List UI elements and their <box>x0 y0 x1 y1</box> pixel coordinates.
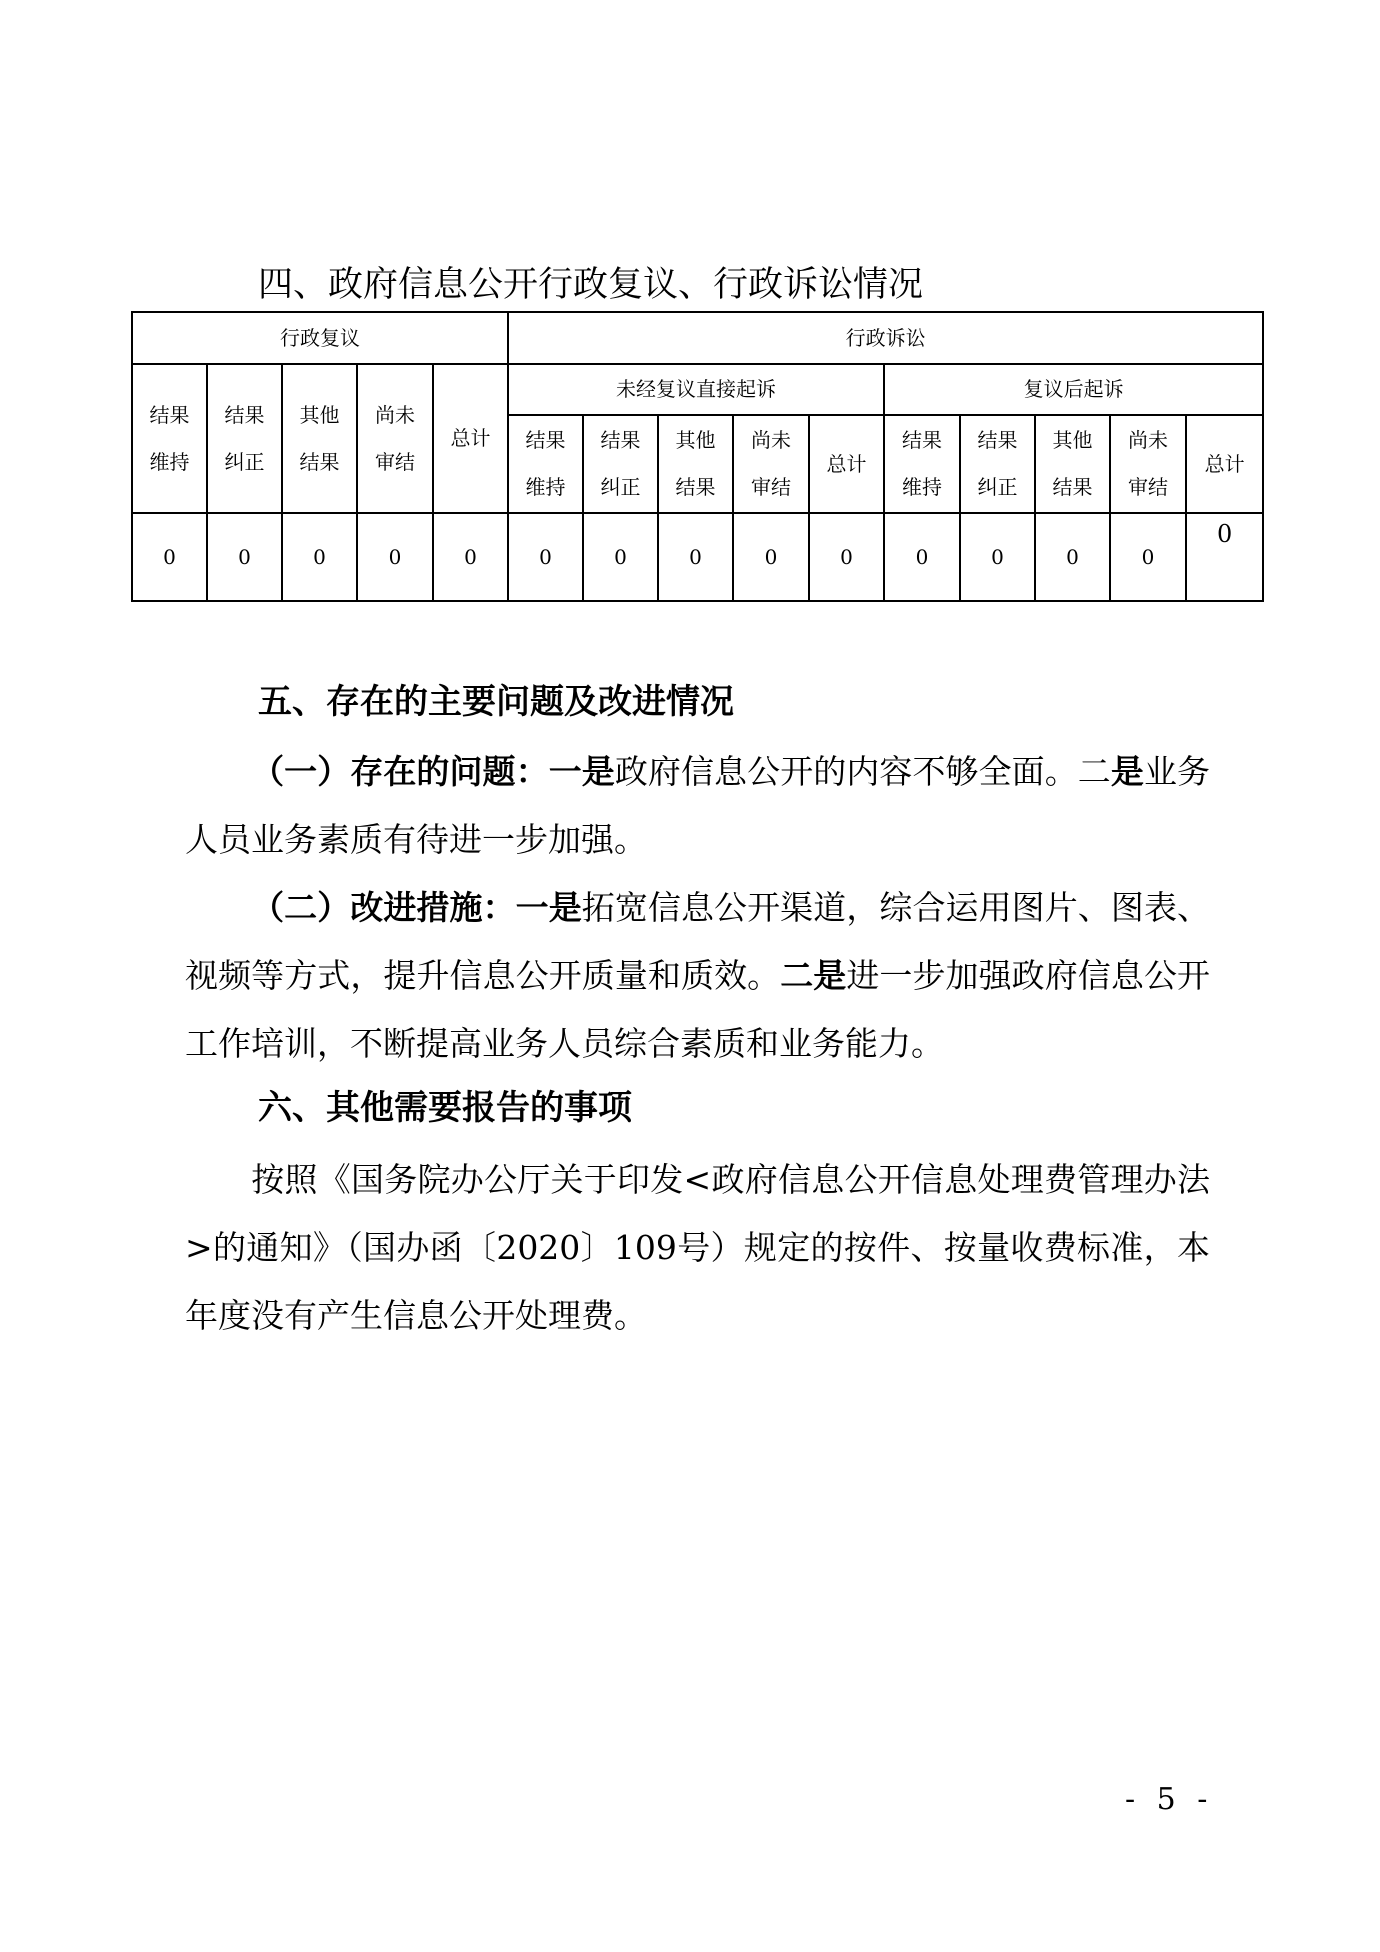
second-point-label: 二是 <box>780 956 847 995</box>
col-label: 结果维持 <box>149 402 190 474</box>
value-cell: 0 <box>809 513 884 601</box>
direct-col-other <box>658 415 733 513</box>
review-litigation-table <box>131 311 1264 602</box>
value-cell: 0 <box>960 513 1035 601</box>
direct-col-pending <box>733 415 809 513</box>
col-label: 尚未审结 <box>1128 428 1169 499</box>
improvements-text-1: 拓宽信息公开渠道，综合运用图片、图表、视频等方式，提升信息公开质量和质效。 <box>185 888 1211 995</box>
table-row <box>132 513 1263 601</box>
post-review-suit-header: 复议后起诉 <box>884 364 1263 415</box>
value-cell: 0 <box>132 513 207 601</box>
post-col-other <box>1035 415 1110 513</box>
page-number: - 5 - <box>1125 1782 1214 1817</box>
section-6-heading: 六、其他需要报告的事项 <box>258 1088 632 1128</box>
problems-text-2: 业务人员业务素质有待进一步加强。 <box>185 752 1211 859</box>
value-cell: 0 <box>658 513 733 601</box>
second-point-label: 是 <box>1110 752 1144 791</box>
problems-label: （一）存在的问题： <box>251 752 549 791</box>
value-cell: 0 <box>433 513 508 601</box>
value-cell: 0 <box>1110 513 1186 601</box>
review-col-total: 总计 <box>433 364 508 513</box>
problems-paragraph <box>185 738 1210 874</box>
review-col-other <box>282 364 357 513</box>
col-label: 尚未审结 <box>751 428 792 499</box>
post-col-pending <box>1110 415 1186 513</box>
value-cell: 0 <box>207 513 282 601</box>
value-cell: 0 <box>357 513 433 601</box>
value-cell: 0 <box>1035 513 1110 601</box>
other-matters-paragraph <box>185 1146 1210 1350</box>
col-label: 其他结果 <box>1052 428 1093 499</box>
col-label: 结果纠正 <box>977 428 1018 499</box>
litigation-header: 行政诉讼 <box>508 312 1263 364</box>
improvements-label: （二）改进措施： <box>251 888 516 927</box>
section-5-heading: 五、存在的主要问题及改进情况 <box>258 682 734 722</box>
direct-col-maintain <box>508 415 583 513</box>
first-point-label: 一是 <box>548 752 615 791</box>
other-matters-text: 按照《国务院办公厅关于印发<政府信息公开信息处理费管理办法>的通知》（国办函〔2020〕109号）规定的按件、按量收费标准，本年度没有产生信息公开处理费。 <box>185 1160 1210 1335</box>
col-label: 结果维持 <box>902 428 943 499</box>
post-col-total: 总计 <box>1186 415 1263 513</box>
post-col-maintain <box>884 415 960 513</box>
col-label: 结果纠正 <box>600 428 641 499</box>
value-cell: 0 <box>733 513 809 601</box>
col-label: 结果纠正 <box>224 402 265 474</box>
col-label: 尚未审结 <box>375 402 415 474</box>
value-cell: 0 <box>282 513 357 601</box>
col-label: 结果维持 <box>525 428 566 499</box>
direct-suit-header: 未经复议直接起诉 <box>508 364 884 415</box>
col-label: 其他结果 <box>299 402 340 474</box>
problems-text-1: 政府信息公开的内容不够全面。二 <box>614 752 1111 791</box>
col-label: 其他结果 <box>675 428 716 499</box>
direct-col-correct <box>583 415 658 513</box>
review-col-pending <box>357 364 433 513</box>
value-cell: 0 <box>583 513 658 601</box>
section-4-heading: 四、政府信息公开行政复议、行政诉讼情况 <box>258 265 924 305</box>
improvements-paragraph <box>185 874 1210 1078</box>
review-col-correct <box>207 364 282 513</box>
review-header: 行政复议 <box>132 312 508 364</box>
review-col-maintain <box>132 364 207 513</box>
value-cell: 0 <box>508 513 583 601</box>
first-point-label: 一是 <box>515 888 582 927</box>
value-cell: 0 <box>884 513 960 601</box>
direct-col-total: 总计 <box>809 415 884 513</box>
value-cell: 0 <box>1186 513 1263 601</box>
improvements-text-2: 进一步加强政府信息公开工作培训，不断提高业务人员综合素质和业务能力。 <box>185 956 1211 1063</box>
post-col-correct <box>960 415 1035 513</box>
